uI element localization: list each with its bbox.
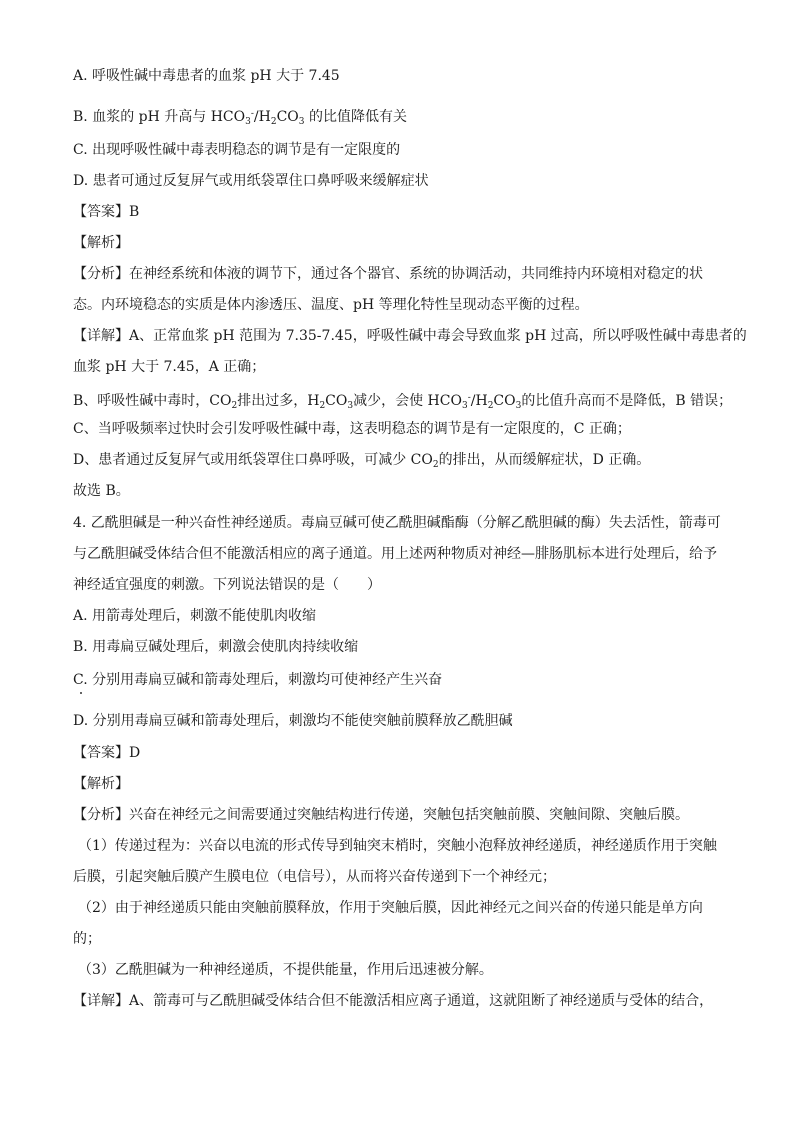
q4-point-1-line-2: 后膜，引起突触后膜产生膜电位（电信号），从而将兴奋传递到下一个神经元；: [73, 869, 556, 885]
q3-analysis-heading: 【解析】: [73, 235, 129, 251]
q4-option-c: C. 分别用毒扁豆碱和箭毒处理后，刺激均可使神经产生兴奋: [73, 672, 443, 688]
q3-answer: 【答案】B: [73, 204, 140, 220]
q4-answer: 【答案】D: [73, 745, 141, 761]
q3-option-a: A. 呼吸性碱中毒患者的血浆 pH 大于 7.45: [73, 68, 340, 84]
q4-fenxi: 【分析】兴奋在神经元之间需要通过突触结构进行传递，突触包括突触前膜、突触间隙、突触后膜。: [73, 807, 689, 823]
q4-option-a: A. 用箭毒处理后，刺激不能使肌肉收缩: [73, 608, 317, 624]
q3-detail-b: B、呼吸性碱中毒时，$CO_2$排出过多，$H_2CO_3$减少，会使 $HCO_3^-/H_2CO_3$的比值升高而不是降低，B 错误；: [73, 393, 733, 411]
q4-point-2-line-2: 的；: [73, 931, 101, 947]
q4-xiangjie: 【详解】A、箭毒可与乙酰胆碱受体结合但不能激活相应离子通道，这就阻断了神经递质与受体的结合，: [73, 993, 714, 1009]
q3-xiangjie-line-1: 【详解】A、正常血浆 pH 范围为 7.35-7.45，呼吸性碱中毒会导致血浆 pH 过高，所以呼吸性碱中毒患者的: [73, 328, 747, 344]
q3-option-b: B. 血浆的 pH 升高与 $HCO_3^-/H_2CO_3$ 的比值降低有关: [73, 109, 407, 127]
q3-fenxi-line-1: 【分析】在神经系统和体液的调节下，通过各个器官、系统的协调活动，共同维持内环境相对稳定的状: [73, 266, 703, 282]
q3-detail-c: C、当呼吸频率过快时会引发呼吸性碱中毒，这表明稳态的调节是有一定限度的，C 正确；: [73, 421, 631, 437]
q4-option-d: D. 分别用毒扁豆碱和箭毒处理后，刺激均不能使突触前膜释放乙酰胆碱: [73, 713, 513, 729]
q3-xiangjie-line-2: 血浆 pH 大于 7.45，A 正确；: [73, 359, 266, 375]
q4-stem-line-3: 神经适宜强度的刺激。下列说法错误的是（ ）: [73, 577, 381, 593]
q4-stem-line-2: 与乙酰胆碱受体结合但不能激活相应的离子通道。用上述两种物质对神经—腓肠肌标本进行处理后，给予: [73, 546, 717, 562]
q4-stem-line-1: 4. 乙酰胆碱是一种兴奋性神经递质。毒扁豆碱可使乙酰胆碱酯酶（分解乙酰胆碱的酶）失去活性，箭毒可: [73, 515, 721, 531]
q3-conclusion: 故选 B。: [73, 483, 130, 499]
q4-point-2-line-1: （2）由于神经递质只能由突触前膜释放，作用于突触后膜，因此神经元之间兴奋的传递只能是单方向: [78, 900, 703, 916]
q3-fenxi-line-2: 态。内环境稳态的实质是体内渗透压、温度、pH 等理化特性呈现动态平衡的过程。: [73, 297, 589, 313]
q4-option-b: B. 用毒扁豆碱处理后，刺激会使肌肉持续收缩: [73, 639, 359, 655]
q3-option-d: D. 患者可通过反复屏气或用纸袋罩住口鼻呼吸来缓解症状: [73, 173, 429, 189]
q4-analysis-heading: 【解析】: [73, 776, 129, 792]
q4-point-1-line-1: （1）传递过程为：兴奋以电流的形式传导到轴突末梢时，突触小泡释放神经递质，神经递质作用于突触: [78, 838, 717, 854]
q4-point-3: （3）乙酰胆碱为一种神经递质，不提供能量，作用后迅速被分解。: [78, 962, 493, 978]
stray-dot: [80, 692, 82, 694]
q3-option-c: C. 出现呼吸性碱中毒表明稳态的调节是有一定限度的: [73, 142, 401, 158]
q3-detail-d: D、患者通过反复屏气或用纸袋罩住口鼻呼吸，可减少 $CO_2$的排出，从而缓解症状，D 正确。: [73, 452, 651, 470]
